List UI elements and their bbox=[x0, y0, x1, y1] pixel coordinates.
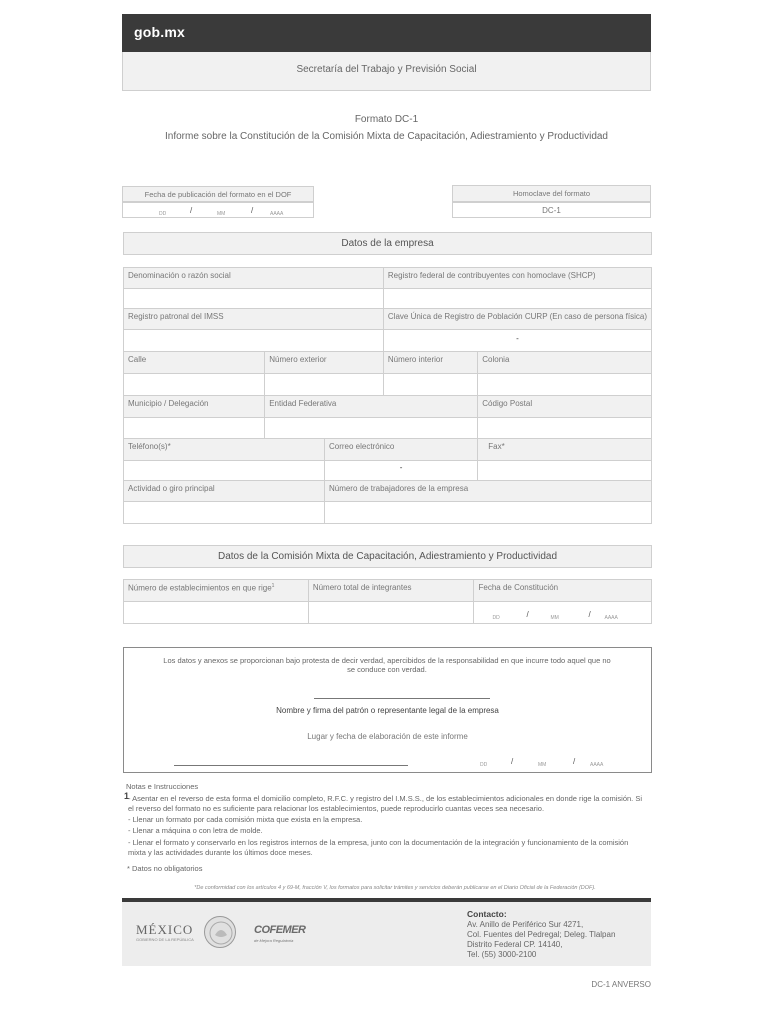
fecha-sep2: / bbox=[588, 610, 591, 619]
pubdate-sep2: / bbox=[251, 206, 254, 215]
correo-label: Correo electrónico bbox=[328, 442, 395, 451]
num-int-field[interactable] bbox=[383, 374, 477, 396]
correo-dash: - bbox=[399, 463, 403, 472]
firma-dd: DD bbox=[480, 762, 488, 768]
form-title: Informe sobre la Constitución de la Comisión Mixta de Capacitación, Adiestramiento y Productividad bbox=[165, 131, 608, 142]
secretaria-name: Secretaría del Trabajo y Previsión Social bbox=[296, 64, 477, 75]
conformidad-note: *De conformidad con los artículos 4 y 69-M, fracción V, los formatos para solicitar trámites y servicios deberán publicarse en el Diario Oficial de la Federación (DOF). bbox=[194, 885, 596, 891]
entidad-label: Entidad Federativa bbox=[269, 399, 337, 408]
pubdate-dd: DD bbox=[159, 211, 167, 217]
cp-label: Código Postal bbox=[482, 399, 533, 408]
telefono-label: Teléfono(s)* bbox=[128, 442, 171, 451]
establecimientos-label: Número de establecimientos en que rige bbox=[128, 583, 272, 593]
municipio-label: Municipio / Delegación bbox=[128, 399, 209, 408]
protesta-text: Los datos y anexos se proporcionan bajo protesta de decir verdad, apercibidos de la responsabilidad en que incurre todo aquel que no se conduce con verdad. bbox=[163, 656, 611, 674]
fax-field[interactable] bbox=[478, 461, 652, 481]
pubdate-label: Fecha de publicación del formato en el DOF bbox=[144, 190, 292, 199]
contacto-linea-4: Tel. (55) 3000-2100 bbox=[467, 950, 537, 959]
fecha-constitucion-label: Fecha de Constitución bbox=[478, 583, 559, 592]
contacto-linea-1: Av. Anillo de Periférico Sur 4271, bbox=[467, 920, 584, 929]
pubdate-field[interactable] bbox=[122, 202, 314, 218]
footer bbox=[122, 902, 651, 966]
homoclave-value: DC-1 bbox=[542, 206, 561, 215]
gobmx-logo: gob.mx bbox=[134, 24, 185, 40]
fecha-sep1: / bbox=[526, 610, 529, 619]
integrantes-field[interactable] bbox=[308, 602, 474, 624]
colonia-field[interactable] bbox=[478, 374, 652, 396]
lugar-line[interactable] bbox=[174, 765, 408, 766]
curp-dash: - bbox=[516, 334, 519, 343]
fax-label: Fax* bbox=[488, 442, 505, 451]
firma-nombre-label: Nombre y firma del patrón o representante legal de la empresa bbox=[276, 706, 499, 715]
fecha-constitucion-field[interactable] bbox=[474, 602, 652, 624]
fecha-mm: MM bbox=[550, 615, 559, 621]
top-bar bbox=[122, 14, 651, 52]
denominacion-field[interactable] bbox=[124, 289, 384, 309]
curp-field[interactable] bbox=[383, 330, 651, 352]
firma-lugar-label: Lugar y fecha de elaboración de este informe bbox=[307, 732, 468, 741]
firma-line bbox=[314, 698, 490, 699]
denominacion-label: Denominación o razón social bbox=[128, 271, 231, 280]
contacto-linea-3: Distrito Federal CP. 14140, bbox=[467, 940, 563, 949]
establecimientos-note-mark: 1 bbox=[271, 583, 275, 589]
empresa-table bbox=[123, 267, 652, 524]
contacto-title: Contacto: bbox=[467, 909, 507, 919]
num-int-label: Número interior bbox=[387, 355, 444, 364]
pubdate-sep1: / bbox=[190, 206, 193, 215]
correo-field[interactable] bbox=[324, 461, 477, 481]
nota-1: - Asentar en el reverso de esta forma el domicilio completo, R.F.C. y registro del I.M.S.S., de los establecimientos adicionales en donde rige la comisión. Si el reverso del formato no es suficiente para relacionar los establecimientos, puede reproducirlo cuantas veces sea necesario. bbox=[128, 794, 642, 813]
telefono-field[interactable] bbox=[124, 461, 325, 481]
cp-field[interactable] bbox=[478, 418, 652, 439]
form-code: Formato DC-1 bbox=[354, 114, 419, 125]
rfc-label: Registro federal de contribuyentes con homoclave (SHCP) bbox=[387, 271, 596, 280]
nota-1-mark: 1 bbox=[124, 791, 130, 801]
secretaria-bar bbox=[122, 52, 651, 91]
entidad-field[interactable] bbox=[265, 418, 478, 439]
firma-box bbox=[123, 647, 652, 773]
cofemer-logo-sub: de Mejora Regulatoria bbox=[254, 938, 294, 943]
page-label: DC-1 ANVERSO bbox=[591, 980, 651, 989]
pubdate-aaaa: AAAA bbox=[270, 211, 284, 217]
imss-field[interactable] bbox=[124, 330, 384, 352]
mexico-logo-sub: GOBIERNO DE LA REPÚBLICA bbox=[136, 937, 194, 942]
contacto-linea-2: Col. Fuentes del Pedregal; Deleg. Tlalpan bbox=[467, 930, 616, 939]
fecha-aaaa: AAAA bbox=[604, 615, 618, 621]
seal-icon bbox=[204, 916, 236, 948]
trabajadores-label: Número de trabajadores de la empresa bbox=[328, 484, 469, 493]
calle-label: Calle bbox=[128, 355, 147, 364]
firma-sep1: / bbox=[511, 757, 514, 766]
pubdate-mm: MM bbox=[217, 211, 226, 217]
pubdate-header bbox=[122, 186, 314, 202]
firma-sep2: / bbox=[573, 757, 576, 766]
homoclave-header bbox=[452, 185, 651, 202]
homoclave-label: Homoclave del formato bbox=[512, 189, 591, 198]
cofemer-logo: COFEMER bbox=[254, 924, 306, 936]
homoclave-field bbox=[452, 202, 651, 218]
firma-aaaa: AAAA bbox=[590, 762, 604, 768]
comision-table bbox=[123, 579, 652, 624]
nota-2: - Llenar un formato por cada comisión mixta que exista en la empresa. bbox=[128, 815, 363, 824]
rfc-field[interactable] bbox=[383, 289, 651, 309]
empresa-section-title: Datos de la empresa bbox=[123, 232, 652, 255]
nota-3: - Llenar a máquina o con letra de molde. bbox=[128, 826, 263, 835]
notas-title: Notas e Instrucciones bbox=[126, 782, 199, 791]
trabajadores-field[interactable] bbox=[324, 502, 651, 524]
calle-field[interactable] bbox=[124, 374, 265, 396]
datos-no-obligatorios: * Datos no obligatorios bbox=[127, 864, 203, 873]
fecha-dd: DD bbox=[492, 615, 500, 621]
municipio-field[interactable] bbox=[124, 418, 265, 439]
establecimientos-field[interactable] bbox=[124, 602, 309, 624]
colonia-label: Colonia bbox=[482, 355, 510, 364]
imss-label: Registro patronal del IMSS bbox=[128, 312, 224, 321]
curp-label: Clave Única de Registro de Población CURP (En caso de persona física) bbox=[387, 312, 647, 321]
firma-mm: MM bbox=[538, 762, 547, 768]
integrantes-label: Número total de integrantes bbox=[312, 583, 412, 592]
mexico-logo: MÉXICO bbox=[136, 922, 194, 937]
actividad-label: Actividad o giro principal bbox=[128, 484, 215, 493]
num-ext-field[interactable] bbox=[265, 374, 384, 396]
num-ext-label: Número exterior bbox=[269, 355, 327, 364]
actividad-field[interactable] bbox=[124, 502, 325, 524]
nota-4: - Llenar el formato y conservarlo en los registros internos de la empresa, junto con la documentación de la integración y funcionamiento de la comisión mixta y las actividades durante los últimos doce meses. bbox=[128, 838, 629, 857]
comision-section-title: Datos de la Comisión Mixta de Capacitación, Adiestramiento y Productividad bbox=[123, 545, 652, 568]
